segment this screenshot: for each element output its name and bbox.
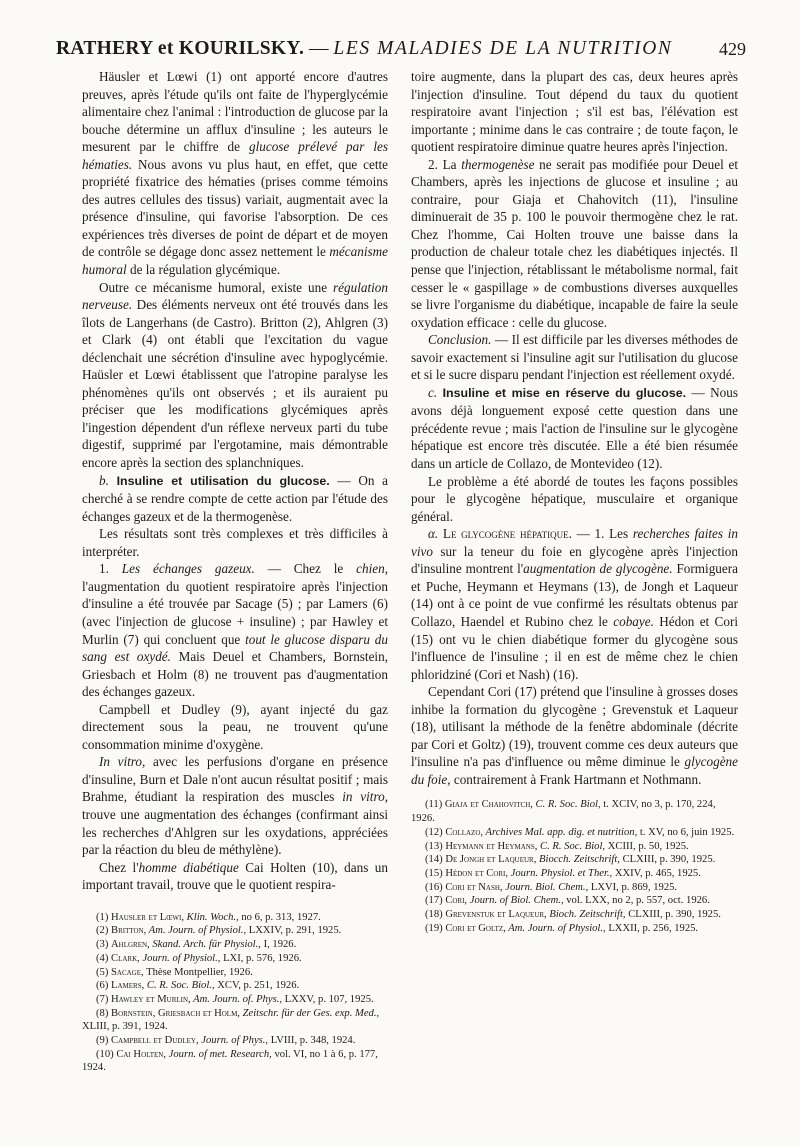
left-column bbox=[82, 68, 388, 1075]
paragraph: Les résultats sont très complexes et très difficiles à interpréter. bbox=[82, 526, 388, 559]
footnote: (8) Bornstein, Griesbach et Holm, Zeitschr. für der Ges. exp. Med., XLIII, p. 391, 1924. bbox=[82, 1007, 380, 1033]
footnote: (5) Sacage, Thèse Montpellier, 1926. bbox=[96, 966, 253, 978]
paragraph: Conclusion. — Il est difficile par les diverses méthodes de savoir exactement si l'insuline agit sur l'utilisation du glucose et si le sucre disparu pendant l'injection est réellement oxydé. bbox=[411, 332, 738, 383]
paragraph: Le problème a été abordé de toutes les façons possibles pour le glycogène hépatique, musculaire et organique général. bbox=[411, 473, 738, 524]
paragraph: Cependant Cori (17) prétend que l'insuline à grosses doses inhibe la formation du glycogène ; Grevenstuk et Laqueur (18), utilisant la méthode de la fenêtre abdominale (décrite par Cori et Goltz) (19), trouvent comme ces deux auteurs que l'insuline n'a pas d'influence ou même diminue le glycogène du foie, contrairement à Frank Hartmann et Nothmann. bbox=[411, 684, 738, 787]
footnote: (18) Grevenstuk et Laqueur, Bioch. Zeitschrift, CLXIII, p. 390, 1925. bbox=[425, 909, 721, 921]
paragraph: 2. La thermogenèse ne serait pas modifiée pour Deuel et Chambers, après les injections de glucose et insuline ; au contraire, pour Giaja et Chahovitch (11), l'insuline diminuerait de 35 p. 100 le pouvoir thermogène chez le rat. Chez l'homme, Cai Holten trouve une baisse dans la production de chaleur totale chez les diabétiques injectés. Il pense que l'injection, rétablissant le métabolisme normal, fait cesser le « gaspillage » de combustions diverses auxquelles se livre l'organisme du diabétique, incapable de faire la seule oxydation efficace : celle du glucose. bbox=[411, 156, 738, 330]
subsection-heading: Le glycogène hépatique. bbox=[442, 526, 572, 542]
running-header bbox=[56, 38, 746, 64]
footnotes-right bbox=[411, 798, 738, 935]
footnote: (13) Heymann et Heymans, C. R. Soc. Biol, XCIII, p. 50, 1925. bbox=[425, 840, 689, 852]
footnote: (17) Cori, Journ. of Biol. Chem., vol. LXX, no 2, p. 557, oct. 1926. bbox=[425, 895, 710, 907]
paragraph: Häusler et Lœwi (1) ont apporté encore d'autres preuves, après l'étude qu'ils ont faite de l'hyperglycémie alimentaire chez l'animal : l'introduction de glucose par la bouche détermine un afflux d'insuline ; les auteurs le mesurent par le chiffre de glucose prélevé par les hématies. Nous avons vu plus haut, en effet, que cette propriété fixatrice des hématies (prises comme témoins des autres cellules des tissus) variait, augmentait avec la présence d'insuline, qui favorise l'absorption. De ces expériences très diverses de point de départ et de moyen de contrôle se dégage donc assez nettement le mécanisme humoral de la régulation glycémique. bbox=[82, 69, 388, 278]
footnote: (10) Cai Holten, Journ. of met. Research, vol. VI, no 1 à 6, p. 177, 1924. bbox=[82, 1048, 378, 1074]
footnotes-left bbox=[82, 911, 388, 1075]
footnote: (2) Britton, Am. Journ. of Physiol., LXXIV, p. 291, 1925. bbox=[96, 925, 342, 937]
footnote: (1) Hausler et Lœwi, Klin. Woch., no 6, p. 313, 1927. bbox=[96, 911, 321, 923]
header-title: LES MALADIES DE LA NUTRITION bbox=[333, 38, 673, 59]
paragraph: α. Le glycogène hépatique. — 1. Les recherches faites in vivo sur la teneur du foie en glycogène après l'injection d'insuline montrent l'augmentation de glycogène. Formiguera et Puche, Heymann et Heymans (13), de Jongh et Laqueur (14) ont à ce point de vue confirmé les résultats obtenus par Collazo, Haendel et Rubino chez le cobaye. Hédon et Cori (15) ont vu le chien diabétique former du glycogène sous l'influence de l'insuline ; il en est de même chez le chien phloridziné (Cori et Nash) (16). bbox=[411, 526, 738, 682]
section-heading: Insuline et utilisation du glucose. bbox=[116, 473, 330, 488]
right-column bbox=[411, 68, 738, 935]
footnote: (19) Cori et Goltz, Am. Journ. of Physiol., LXXII, p. 256, 1925. bbox=[425, 922, 699, 934]
paragraph: Outre ce mécanisme humoral, existe une régulation nerveuse. Des éléments nerveux ont été trouvés dans les îlots de Langerhans (de Castro). Britton (2), Ahlgren (3) et Clark (4) ont établi que l'excitation du vague déclenchait une sécrétion d'insuline avec hypoglycémie. Haüsler et Lœwi établissent que l'atropine paralyse les phénomènes qu'ils ont observés ; et ils auraient pu préciser que les modifications glycémiques après l'ingestion dépendent d'un réflexe nerveux parti du tube digestif, supprimé par l'ergotamine, mais démontrable encore après la section des splanchniques. bbox=[82, 279, 388, 471]
footnote: (16) Cori et Nash, Journ. Biol. Chem., LXVI, p. 869, 1925. bbox=[425, 881, 678, 893]
paragraph: Chez l'homme diabétique Cai Holten (10), dans un important travail, trouve que le quotient respira- bbox=[82, 859, 388, 893]
header-dash: — bbox=[304, 38, 334, 59]
footnote: (7) Hawley et Murlin, Am. Journ. of. Phys., LXXV, p. 107, 1925. bbox=[96, 993, 374, 1005]
footnote: (9) Campbell et Dudley, Journ. of Phys., LVIII, p. 348, 1924. bbox=[96, 1035, 356, 1047]
paragraph: In vitro, avec les perfusions d'organe en présence d'insuline, Burn et Dale n'ont aucun résultat positif ; mais Brahme, étudiant la respiration des muscles in vitro, trouve une augmentation des échanges (confirmant ainsi les recherches d'Ahlgren sur les oxydations, appréciées par la réaction du bleu de méthylène). bbox=[82, 754, 388, 858]
paragraph: toire augmente, dans la plupart des cas, deux heures après l'injection d'insuline. Tout dépend du taux du quotient respiratoire avant l'injection ; s'il est bas, l'élévation est importante ; minime dans le cas contraire ; de toute façon, le quotient respiratoire diminue quatre heures après l'injection. bbox=[411, 69, 738, 155]
footnote: (3) Ahlgren, Skand. Arch. für Physiol., I, 1926. bbox=[96, 939, 297, 951]
page-number: 429 bbox=[719, 39, 746, 59]
section-b: b. Insuline et utilisation du glucose. — On a cherché à se rendre compte de cette action par l'étude des échanges gazeux et de la thermogenèse. bbox=[82, 472, 388, 524]
footnote: (15) Hédon et Cori, Journ. Physiol. et Ther., XXIV, p. 465, 1925. bbox=[425, 867, 701, 879]
footnote: (6) Lamers, C. R. Soc. Biol., XCV, p. 251, 1926. bbox=[96, 980, 300, 992]
footnote: (12) Collazo, Archives Mal. app. dig. et nutrition, t. XV, no 6, juin 1925. bbox=[425, 826, 735, 838]
paragraph: Campbell et Dudley (9), ayant injecté du gaz directement sous la peau, ne trouvent qu'une consommation minime d'oxygène. bbox=[82, 701, 388, 752]
paragraph: 1. Les échanges gazeux. — Chez le chien, l'augmentation du quotient respiratoire après l'injection d'insuline a été trouvée par Sacage (5) ; par Lamers (6) (avec l'injection de glucose + insuline) ; par Hawley et Murlin (7) qui concluent que tout le glucose disparu du sang est oxydé. Mais Deuel et Chambers, Bornstein, Griesbach et Holm (8) ne trouvent pas d'augmentation des échanges gazeux. bbox=[82, 561, 388, 700]
footnote: (4) Clark, Journ. of Physiol., LXI, p. 576, 1926. bbox=[96, 952, 302, 964]
section-c: c. Insuline et mise en réserve du glucose. — Nous avons déjà longuement exposé cette question dans une précédente revue ; mais l'action de l'insuline sur le glycogène hépatique est encore très discutée. Elle a été bien résumée dans un article de Collazo, de Montevideo (12). bbox=[411, 384, 739, 472]
section-heading: Insuline et mise en réserve du glucose. bbox=[442, 385, 687, 400]
header-authors: RATHERY et KOURILSKY. bbox=[56, 38, 305, 59]
footnote: (11) Giaja et Chahovitch, C. R. Soc. Biol, t. XCIV, no 3, p. 170, 224, 1926. bbox=[411, 799, 716, 825]
footnote: (14) De Jongh et Laqueur, Biocch. Zeitschrift, CLXIII, p. 390, 1925. bbox=[425, 854, 716, 866]
